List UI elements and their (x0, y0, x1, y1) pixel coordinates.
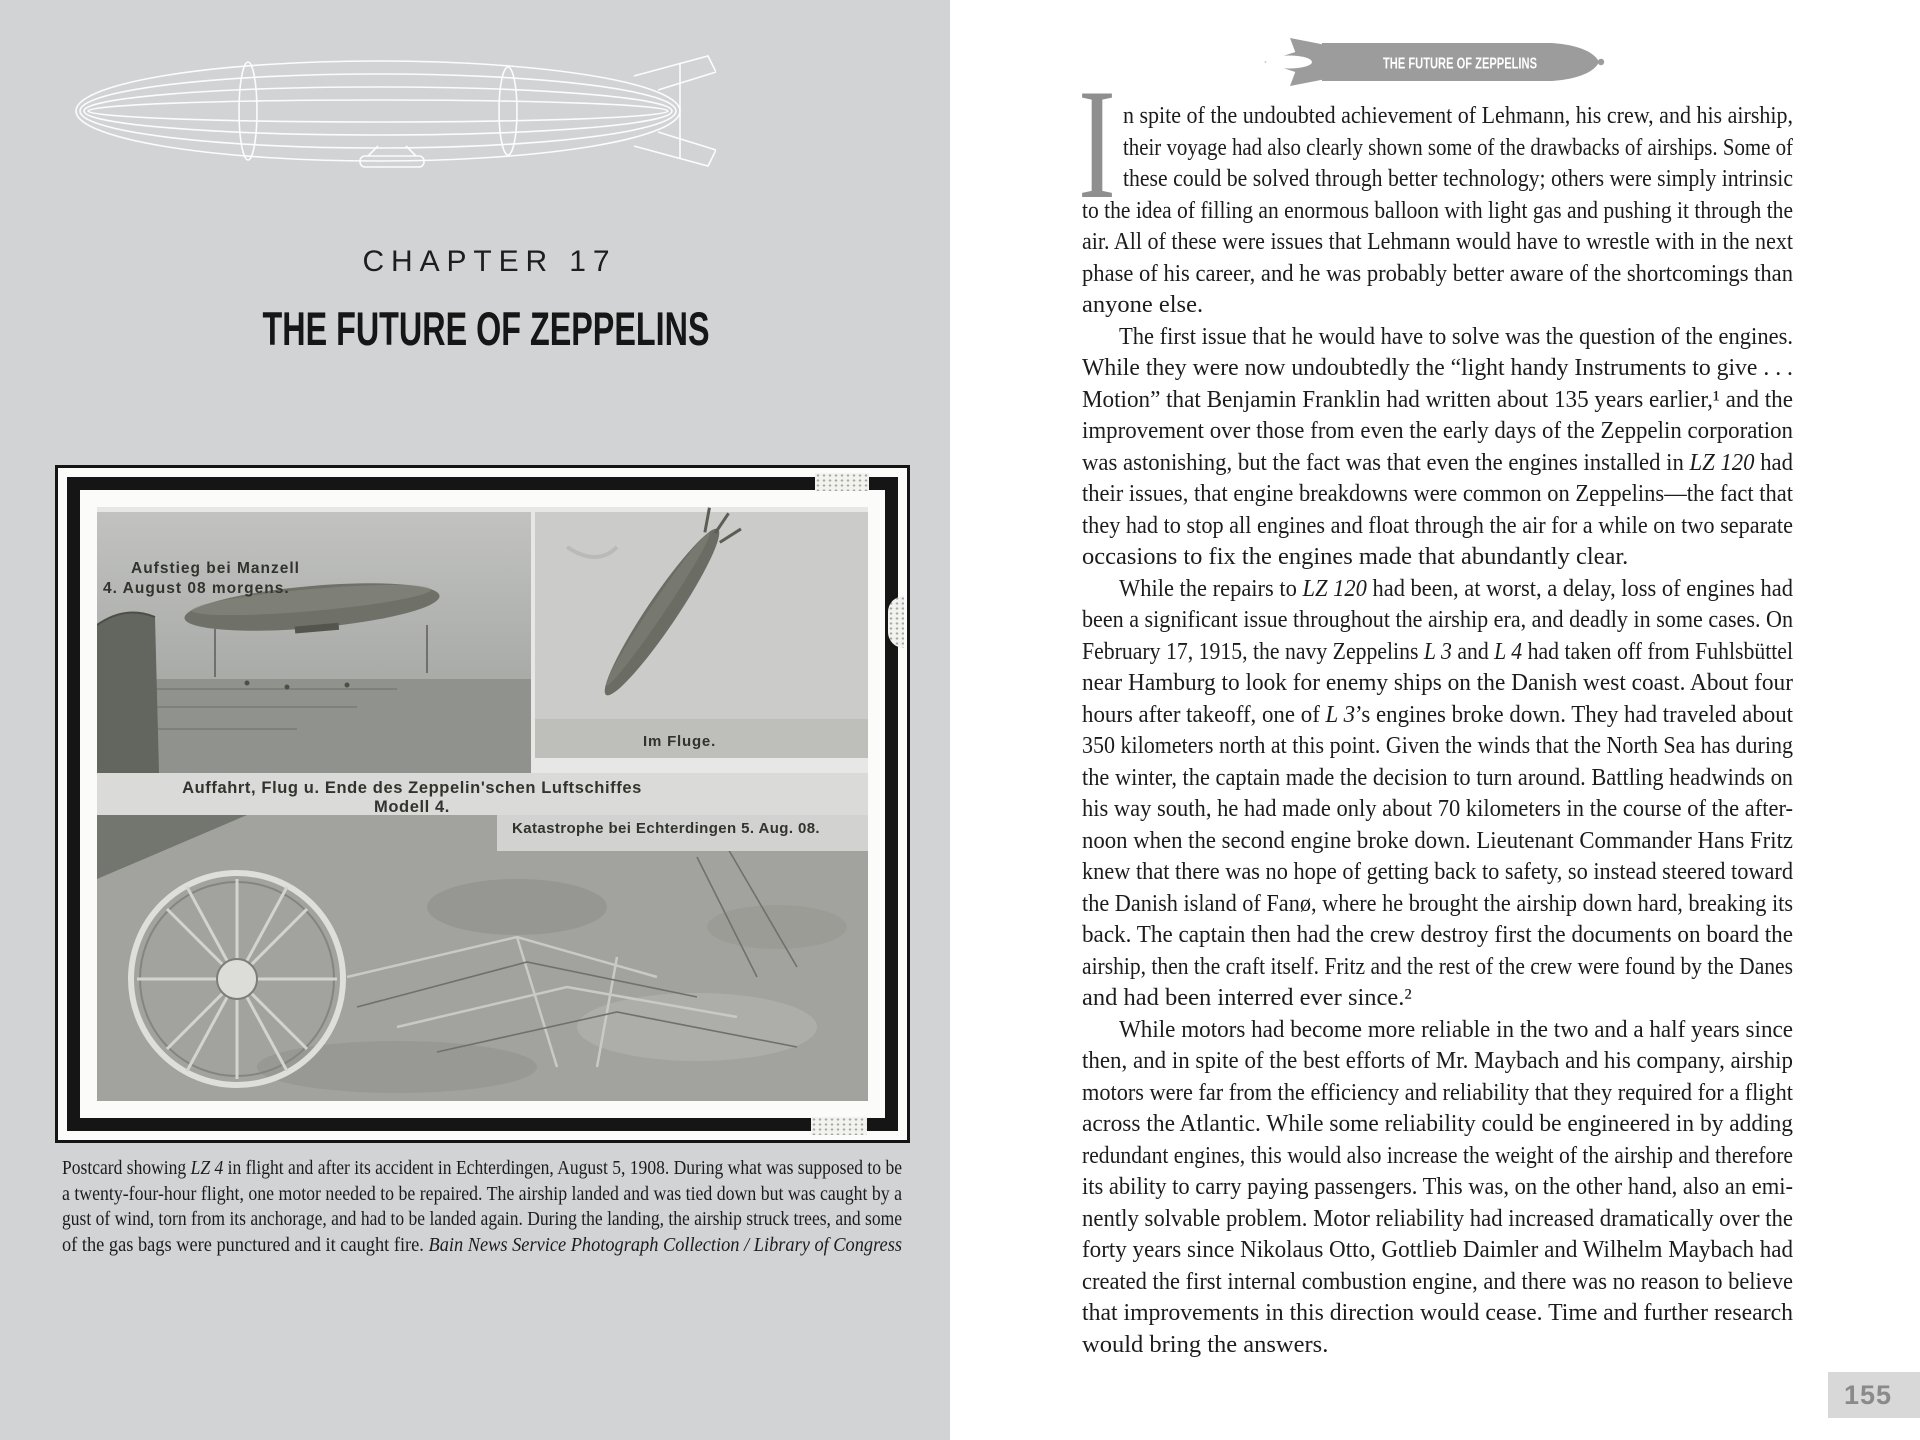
left-page (0, 0, 950, 1440)
caption-line: a twenty-four-hour flight, one motor needed to be repaired. The airship landed and was tied down but was caught by a (62, 1183, 902, 1205)
body-text-line: anyone else. (1082, 291, 1204, 318)
body-text-line: air. All of these were issues that Lehmann would have to wrestle with in the next (1082, 228, 1793, 255)
body-text-line: hours after takeoff, one of L 3’s engines broke down. They had traveled about (1082, 700, 1793, 728)
body-text-line: been a significant issue throughout the airship era, and deadly in some cases. On (1082, 606, 1793, 633)
postcard-label-katastrophe: Katastrophe bei Echterdingen 5. Aug. 08. (512, 820, 821, 837)
body-text-line: Motion” that Benjamin Franklin had written about 135 years earlier,¹ and the (1082, 385, 1793, 413)
caption-line: Postcard showing LZ 4 in flight and after its accident in Echterdingen, August 5, 1908. During what was supposed to be (62, 1158, 902, 1179)
body-text-line: n spite of the undoubted achievement of Lehmann, his crew, and his airship, (1123, 102, 1793, 129)
body-text-line: back. The captain then had the crew destroy first the documents on board the (1082, 921, 1793, 948)
postcard-figure (55, 465, 910, 1143)
body-text-line: occasions to fix the engines made that abundantly clear. (1082, 543, 1629, 570)
chapter-label-art (0, 238, 950, 282)
body-text-line: near Hamburg to look for enemy ships on the Danish west coast. About four (1082, 669, 1793, 696)
body-text-line: improvement over those from even the early days of the Zeppelin corporation (1082, 417, 1793, 444)
body-text-line: the Danish island of Fanø, where he brought the airship down hard, breaking its (1082, 889, 1793, 917)
body-text-line: its ability to carry paying passengers. This was, on the other hand, also an emi- (1082, 1173, 1793, 1200)
body-text-line: The first issue that he would have to solve was the question of the engines. (1119, 322, 1793, 350)
body-text-line: airship, then the craft itself. Fritz and the rest of the crew were found by the Danes (1082, 952, 1793, 980)
body-text-line: redundant engines, this would also increase the weight of the airship and therefore (1082, 1141, 1793, 1169)
postcard-label-line: 4. August 08 morgens. (103, 580, 290, 597)
body-text-line: knew that there was no hope of getting back to safety, so instead steered toward (1082, 858, 1793, 885)
page-number-badge (1828, 1372, 1920, 1418)
postcard-label-im-fluge: Im Fluge. (643, 733, 717, 750)
body-text-line: 350 kilometers north at this point. Given the winds that the North Sea has during (1082, 732, 1793, 759)
caption-line: gust of wind, torn from its anchorage, and had to be landed again. During the landing, the airship struck trees, and some (62, 1209, 902, 1230)
chapter-label: CHAPTER 17 (362, 245, 610, 278)
body-text-line: and had been interred ever since.² (1082, 984, 1412, 1011)
chapter-title-art (0, 296, 950, 358)
body-text-line: forty years since Nikolaus Otto, Gottlieb Daimler and Wilhelm Maybach had (1082, 1236, 1793, 1263)
body-text-line: the winter, the captain made the decision to turn around. Battling headwinds on (1082, 763, 1793, 791)
postcard-frame (67, 477, 898, 1131)
body-text-line: motors were far from the efficiency and reliability that they required for a flight (1082, 1078, 1793, 1106)
body-text-line: created the first internal combustion engine, and there was no reason to believe (1082, 1267, 1793, 1295)
running-header-banner (1262, 36, 1607, 88)
body-text-line: they had to stop all engines and float through the air for a while on two separate (1082, 511, 1793, 539)
body-text-line: While the repairs to LZ 120 had been, at worst, a delay, loss of engines had (1119, 574, 1793, 602)
zeppelin-line-art-icon (68, 50, 716, 172)
figure-caption (62, 1156, 902, 1258)
body-text-line: his way south, he had made only about 70 kilometers in the course of the after- (1082, 795, 1793, 822)
page-title: THE FUTURE OF ZEPPELINS (262, 302, 710, 355)
body-text-line: across the Atlantic. While some reliability could be engineered in by adding (1082, 1110, 1793, 1137)
caption-line: of the gas bags were punctured and it caught fire. Bain News Service Photograph Collection / Library of Congress (62, 1234, 902, 1256)
postcard-corner-mark (811, 1117, 867, 1135)
postcard-label-manzell (103, 559, 300, 599)
body-text-line: their voyage had also clearly shown some of the drawbacks of airships. Some of (1123, 133, 1793, 161)
body-text-line: these could be solved through better technology; others were simply intrinsic (1123, 165, 1793, 192)
body-text-line: would bring the answers. (1082, 1330, 1329, 1358)
body-text-line: then, and in spite of the best efforts of Mr. Maybach and his company, airship (1082, 1047, 1793, 1074)
body-text-line: was astonishing, but the fact was that even the engines installed in LZ 120 had (1082, 448, 1793, 476)
body-text-line: February 17, 1915, the navy Zeppelins L 3 and L 4 had taken off from Fuhlsbüttel (1082, 637, 1793, 665)
postcard-label-auffahrt: Auffahrt, Flug u. Ende des Zeppelin'schen Luftschiffes Modell 4. (182, 779, 642, 816)
body-text-line: nently solvable problem. Motor reliability had increased dramatically over the (1082, 1204, 1793, 1232)
body-text-line: to the idea of filling an enormous balloon with light gas and pushing it through the (1082, 196, 1793, 224)
postcard-edge-mark (888, 596, 904, 648)
postcard-label-line: Aufstieg bei Manzell (131, 560, 300, 577)
page-number: 155 (1844, 1380, 1893, 1410)
postcard-photo (97, 507, 868, 1101)
running-header-title: THE FUTURE OF ZEPPELINS (1383, 55, 1537, 73)
postcard-corner-mark (815, 473, 869, 491)
body-text-line: their issues, that engine breakdowns were common on Zeppelins—the fact that (1082, 480, 1793, 507)
body-text-line: phase of his career, and he was probably better aware of the shortcomings than (1082, 259, 1793, 287)
body-text-line: While they were now undoubtedly the “light handy Instruments to give . . . (1082, 354, 1793, 381)
body-text-line: noon when the second engine broke down. Lieutenant Commander Hans Fritz (1082, 826, 1793, 854)
body-text-line: that improvements in this direction would cease. Time and further research (1082, 1299, 1793, 1326)
body-text-line: While motors had become more reliable in the two and a half years since (1119, 1015, 1793, 1043)
drop-cap: I (1078, 57, 1116, 232)
